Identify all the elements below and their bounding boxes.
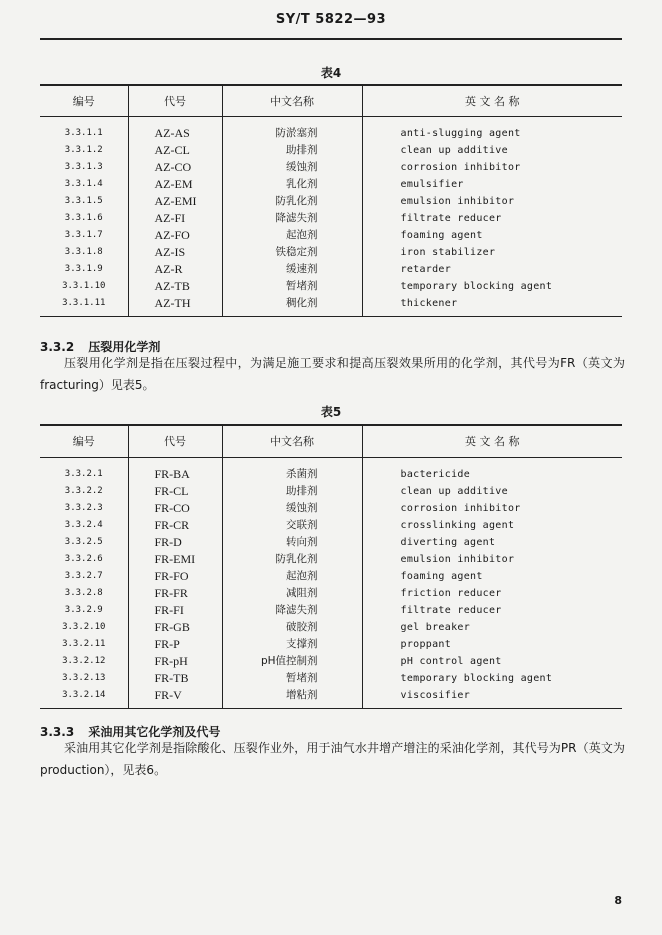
row-code: AZ-EM [128,176,222,193]
row-number: 3.3.1.7 [64,229,103,240]
row-code: FR-CO [128,500,222,517]
table5 [40,426,622,709]
section-333-number: 3.3.3 [40,725,75,739]
row-english-name: gel breaker [362,619,622,636]
row-english-name: corrosion inhibitor [362,159,622,176]
table-row [40,602,622,619]
row-code: AZ-IS [128,244,222,261]
section-332-paragraph: 压裂用化学剂是指在压裂过程中，为满足施工要求和提高压裂效果所用的化学剂，其代号为FR（英文为fracturing）见表5。 [40,356,625,392]
table-row [40,517,622,534]
row-chinese-name: 助排剂 [222,142,362,159]
row-code: FR-FO [128,568,222,585]
row-english-name: anti-slugging agent [362,116,622,142]
row-english-name: bactericide [362,457,622,483]
table-row [40,636,622,653]
row-english-name: pH control agent [362,653,622,670]
section-333-title: 采油用其它化学剂及代号 [88,725,221,739]
row-chinese-name: pH值控制剂 [222,653,362,670]
row-english-name: emulsion inhibitor [362,193,622,210]
row-chinese-name: 暂堵剂 [222,670,362,687]
row-chinese-name: 暂堵剂 [222,278,362,295]
row-number: 3.3.1.1 [64,127,103,138]
row-number: 3.3.1.5 [64,195,103,206]
row-number: 3.3.2.9 [64,604,103,615]
row-chinese-name: 铁稳定剂 [222,244,362,261]
table-row [40,116,622,142]
row-chinese-name: 乳化剂 [222,176,362,193]
row-number: 3.3.1.2 [64,144,103,155]
row-code: AZ-CL [128,142,222,159]
row-code: FR-CL [128,483,222,500]
row-english-name: temporary blocking agent [362,670,622,687]
row-english-name: friction reducer [362,585,622,602]
row-chinese-name: 降滤失剂 [222,602,362,619]
table4-col-code: 代号 [128,86,222,116]
row-code: FR-TB [128,670,222,687]
table-row [40,210,622,227]
row-code: FR-pH [128,653,222,670]
table5-caption: 表5 [320,405,342,419]
row-number: 3.3.2.8 [64,587,103,598]
row-number: 3.3.2.13 [62,672,106,683]
table-row [40,500,622,517]
row-code: FR-V [128,687,222,709]
table-row [40,227,622,244]
table-row [40,483,622,500]
row-code: FR-BA [128,457,222,483]
table4 [40,86,622,317]
row-code: AZ-AS [128,116,222,142]
row-number: 3.3.1.6 [64,212,103,223]
row-chinese-name: 防乳化剂 [222,551,362,568]
row-chinese-name: 防淤塞剂 [222,116,362,142]
row-number: 3.3.1.3 [64,161,103,172]
row-code: AZ-FO [128,227,222,244]
table-row [40,159,622,176]
row-number: 3.3.1.8 [64,246,103,257]
row-chinese-name: 转向剂 [222,534,362,551]
row-code: AZ-CO [128,159,222,176]
row-chinese-name: 降滤失剂 [222,210,362,227]
table4-caption: 表4 [320,66,342,80]
table4-col-number: 编号 [40,86,128,116]
row-english-name: filtrate reducer [362,210,622,227]
table-row [40,585,622,602]
row-code: AZ-FI [128,210,222,227]
row-chinese-name: 支撑剂 [222,636,362,653]
table-row [40,653,622,670]
row-chinese-name: 起泡剂 [222,227,362,244]
row-english-name: thickener [362,295,622,317]
table5-col-chinese-name: 中文名称 [222,426,362,457]
row-english-name: foaming agent [362,568,622,585]
row-number: 3.3.2.7 [64,570,103,581]
row-code: FR-D [128,534,222,551]
row-number: 3.3.2.11 [62,638,106,649]
row-code: FR-FR [128,585,222,602]
row-code: AZ-TB [128,278,222,295]
table5-col-code: 代号 [128,426,222,457]
row-english-name: emulsion inhibitor [362,551,622,568]
row-code: FR-P [128,636,222,653]
row-chinese-name: 缓蚀剂 [222,159,362,176]
row-number: 3.3.2.10 [62,621,106,632]
table-row [40,193,622,210]
row-chinese-name: 稠化剂 [222,295,362,317]
row-english-name: emulsifier [362,176,622,193]
table-row [40,261,622,278]
row-code: AZ-R [128,261,222,278]
row-code: FR-CR [128,517,222,534]
row-english-name: proppant [362,636,622,653]
row-chinese-name: 增粘剂 [222,687,362,709]
row-chinese-name: 防乳化剂 [222,193,362,210]
row-english-name: viscosifier [362,687,622,709]
row-number: 3.3.1.9 [64,263,103,274]
table-row [40,295,622,317]
table-row [40,457,622,483]
row-number: 3.3.1.10 [62,280,106,291]
header-rule [40,38,622,40]
row-chinese-name: 起泡剂 [222,568,362,585]
table-row [40,551,622,568]
row-number: 3.3.1.4 [64,178,103,189]
table-row [40,568,622,585]
section-332-number: 3.3.2 [40,340,75,354]
table-row [40,176,622,193]
row-code: FR-FI [128,602,222,619]
row-number: 3.3.2.3 [64,502,103,513]
table4-col-english-name: 英 文 名 称 [362,86,622,116]
row-chinese-name: 缓蚀剂 [222,500,362,517]
row-chinese-name: 破胶剂 [222,619,362,636]
row-english-name: iron stabilizer [362,244,622,261]
document-code-header: SY/T 5822—93 [275,12,387,27]
table-row [40,244,622,261]
row-english-name: foaming agent [362,227,622,244]
row-number: 3.3.2.6 [64,553,103,564]
row-english-name: temporary blocking agent [362,278,622,295]
row-chinese-name: 交联剂 [222,517,362,534]
table4-col-chinese-name: 中文名称 [222,86,362,116]
row-chinese-name: 杀菌剂 [222,457,362,483]
row-code: FR-EMI [128,551,222,568]
row-number: 3.3.1.11 [62,297,106,308]
table5-col-number: 编号 [40,426,128,457]
row-english-name: clean up additive [362,483,622,500]
table-row [40,278,622,295]
row-number: 3.3.2.1 [64,468,103,479]
row-number: 3.3.2.12 [62,655,106,666]
row-number: 3.3.2.5 [64,536,103,547]
table-row [40,687,622,709]
row-english-name: corrosion inhibitor [362,500,622,517]
table-row [40,142,622,159]
table-row [40,619,622,636]
row-english-name: retarder [362,261,622,278]
row-chinese-name: 缓速剂 [222,261,362,278]
row-code: FR-GB [128,619,222,636]
row-english-name: crosslinking agent [362,517,622,534]
section-333-paragraph: 采油用其它化学剂是指除酸化、压裂作业外，用于油气水井增产增注的采油化学剂，其代号为PR（英文为production），见表6。 [40,741,625,777]
row-chinese-name: 减阻剂 [222,585,362,602]
row-number: 3.3.2.14 [62,689,106,700]
row-number: 3.3.2.2 [64,485,103,496]
row-english-name: clean up additive [362,142,622,159]
row-chinese-name: 助排剂 [222,483,362,500]
table-row [40,534,622,551]
row-number: 3.3.2.4 [64,519,103,530]
table5-col-english-name: 英 文 名 称 [362,426,622,457]
section-332-title: 压裂用化学剂 [88,340,161,354]
page-number: 8 [614,894,622,907]
row-english-name: filtrate reducer [362,602,622,619]
table-row [40,670,622,687]
row-code: AZ-TH [128,295,222,317]
row-english-name: diverting agent [362,534,622,551]
row-code: AZ-EMI [128,193,222,210]
